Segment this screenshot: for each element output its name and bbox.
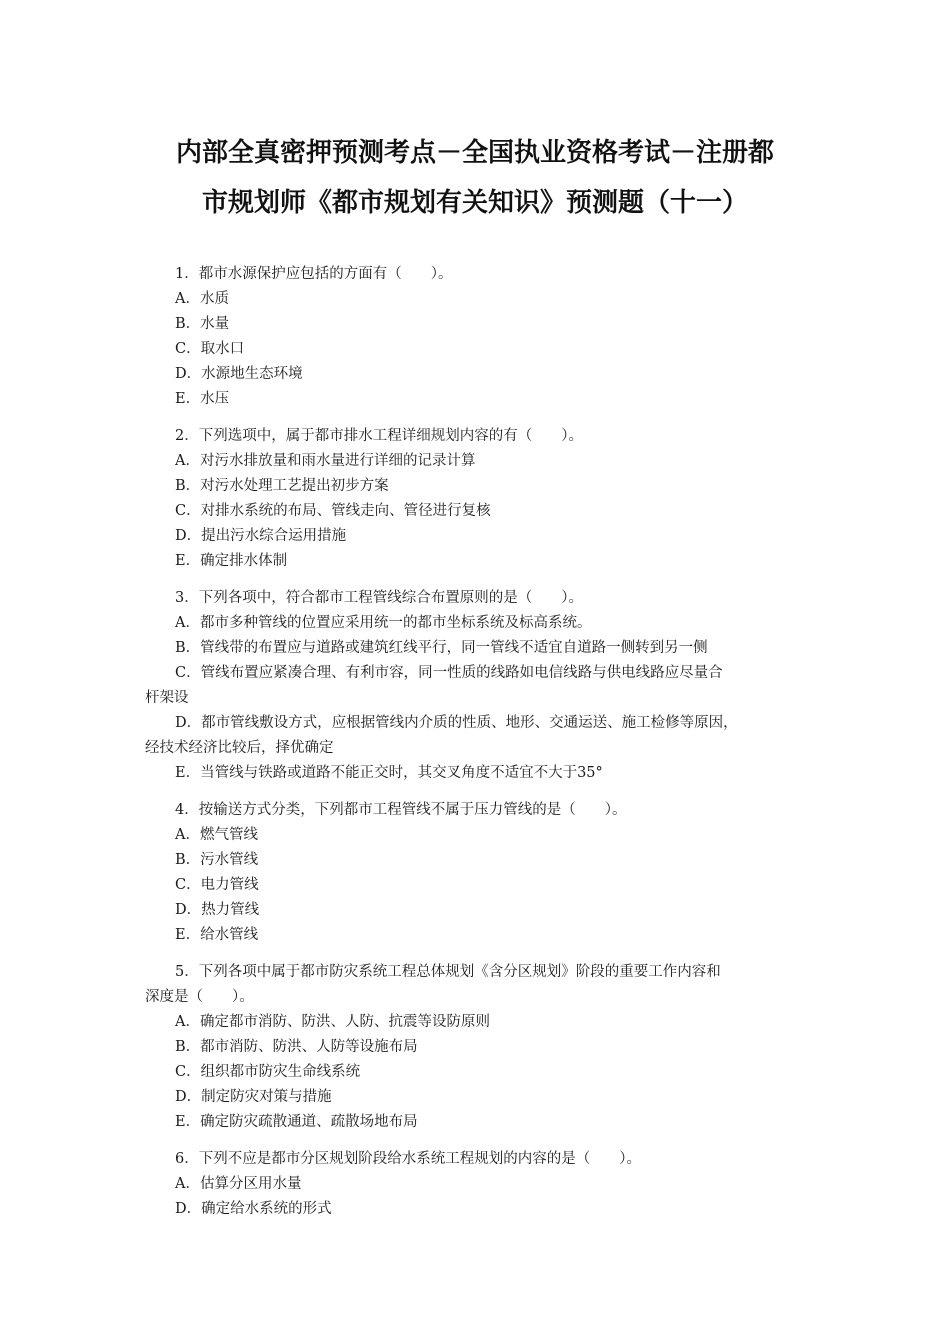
option-c-continued: 杆架设 xyxy=(145,690,189,706)
option-c: C．对排水系统的布局、管线走向、管径进行复核 xyxy=(175,503,491,519)
option-d: D．提出污水综合运用措施 xyxy=(175,528,347,544)
option-b: B．都市消防、防洪、人防等设施布局 xyxy=(175,1039,418,1055)
option-e: E．确定防灾疏散通道、疏散场地布局 xyxy=(175,1114,418,1130)
option-d: D．制定防灾对策与措施 xyxy=(175,1089,332,1105)
option-d: D．热力管线 xyxy=(175,902,260,918)
option-b: B．水量 xyxy=(175,316,230,332)
option-b: B．管线带的布置应与道路或建筑红线平行，同一管线不适宜自道路一侧转到另一侧 xyxy=(175,640,708,656)
option-b: B．对污水处理工艺提出初步方案 xyxy=(175,478,389,494)
option-e: E．确定排水体制 xyxy=(175,553,288,569)
title-line-1: 内部全真密押预测考点－全国执业资格考试－注册都 xyxy=(175,138,774,168)
option-d-continued: 经技术经济比较后，择优确定 xyxy=(145,740,334,756)
question-1 xyxy=(145,262,817,412)
option-a: A．燃气管线 xyxy=(175,827,258,843)
question-stem: 4．按输送方式分类，下列都市工程管线不属于压力管线的是（ ）。 xyxy=(175,802,627,818)
option-c: C．组织都市防灾生命线系统 xyxy=(175,1064,361,1080)
option-a: A．对污水排放量和雨水量进行详细的记录计算 xyxy=(175,453,476,469)
option-a: A．都市多种管线的位置应采用统一的都市坐标系统及标高系统。 xyxy=(175,615,592,631)
question-stem-continued: 深度是（ ）。 xyxy=(145,989,254,1005)
option-a: A．确定都市消防、防洪、人防、抗震等设防原则 xyxy=(175,1014,490,1030)
question-6 xyxy=(145,1147,817,1222)
option-c: C．取水口 xyxy=(175,341,245,357)
option-e: E．水压 xyxy=(175,391,230,407)
question-5 xyxy=(145,960,817,1135)
title-line-2: 市规划师《都市规划有关知识》预测题（十一） xyxy=(201,188,748,218)
option-b: B．污水管线 xyxy=(175,852,259,868)
option-d: D．都市管线敷设方式，应根据管线内介质的性质、地形、交通运送、施工检修等原因， xyxy=(175,715,738,731)
question-3 xyxy=(145,586,817,786)
option-c: C．管线布置应紧凑合理、有利市容，同一性质的线路如电信线路与供电线路应尽量合 xyxy=(175,665,723,681)
option-d: D．水源地生态环境 xyxy=(175,366,303,382)
question-2 xyxy=(145,424,817,574)
option-c: C．电力管线 xyxy=(175,877,259,893)
question-stem: 6．下列不应是都市分区规划阶段给水系统工程规划的内容的是（ ）。 xyxy=(175,1151,641,1167)
option-a: A．水质 xyxy=(175,291,229,307)
option-e: E．当管线与铁路或道路不能正交时，其交叉角度不适宜不大于35° xyxy=(175,765,603,781)
question-stem: 1．都市水源保护应包括的方面有（ ）。 xyxy=(175,266,453,282)
option-d: D．确定给水系统的形式 xyxy=(175,1201,332,1217)
option-e: E．给水管线 xyxy=(175,927,259,943)
question-stem: 3．下列各项中，符合都市工程管线综合布置原则的是（ ）。 xyxy=(175,590,583,606)
question-stem: 5．下列各项中属于都市防灾系统工程总体规划《含分区规划》阶段的重要工作内容和 xyxy=(175,964,721,980)
question-stem: 2．下列选项中，属于都市排水工程详细规划内容的有（ ）。 xyxy=(175,428,583,444)
option-a: A．估算分区用水量 xyxy=(175,1176,302,1192)
question-4 xyxy=(145,798,817,948)
document-title xyxy=(120,128,830,228)
question-list xyxy=(145,262,817,1234)
